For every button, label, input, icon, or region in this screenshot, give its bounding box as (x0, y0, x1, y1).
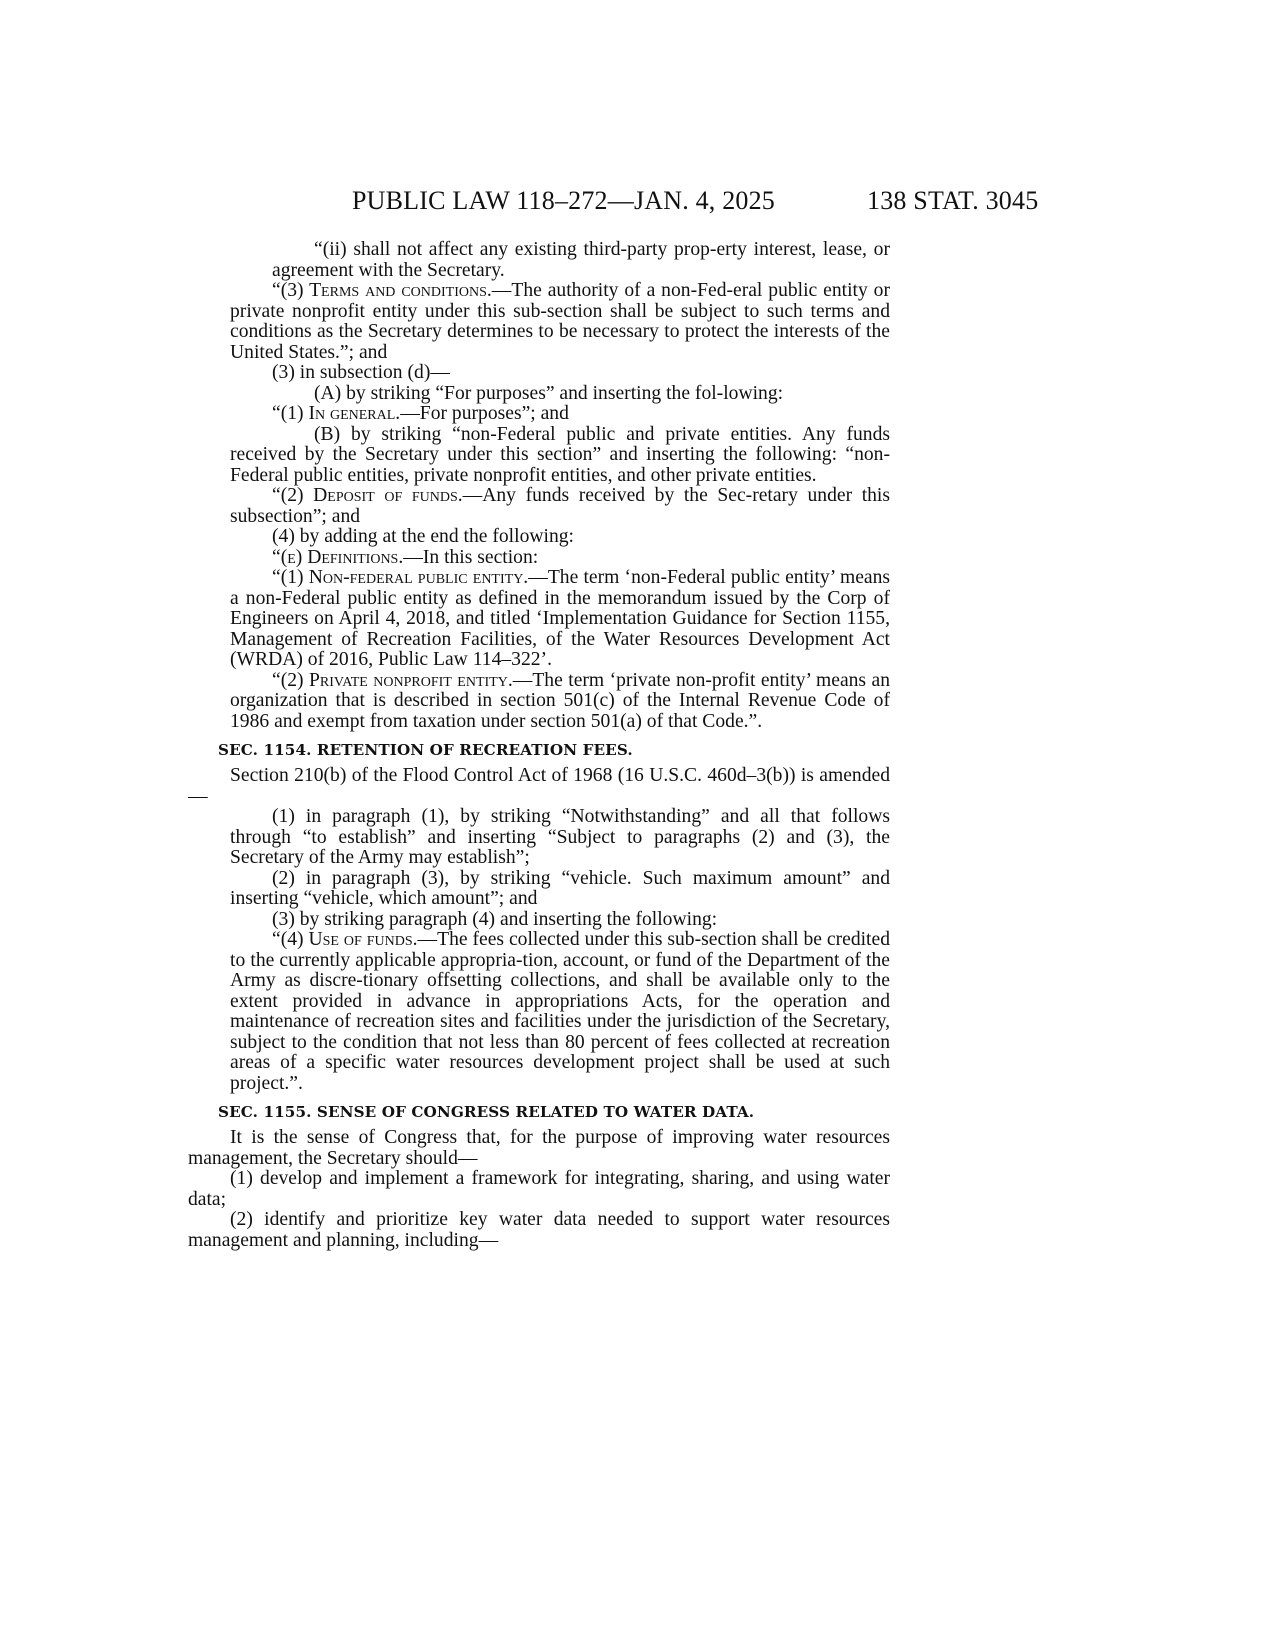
paragraph-2-vehicle-amount (230, 869, 890, 910)
paragraph-3-striking-paragraph-4 (230, 910, 890, 931)
paragraph-sense-of-congress (188, 1128, 890, 1169)
paragraph-3-terms-and-conditions (188, 281, 890, 363)
paragraph-A-striking-for-purposes (188, 384, 890, 405)
paragraph-text: (3) by striking paragraph (4) and inserting the following: (272, 908, 718, 930)
paragraph-text: (2) in paragraph (3), by striking “vehicle. Such maximum amount” and inserting “vehicle, which amount”; and (230, 867, 890, 909)
paragraph-label: “(3) Terms and conditions. (272, 280, 492, 301)
paragraph-text: (2) identify and prioritize key water data needed to support water resources management and planning, including— (188, 1209, 890, 1251)
paragraph-section-210b (188, 766, 890, 807)
paragraph-text: It is the sense of Congress that, for the purpose of improving water resources management, the Secretary should— (188, 1127, 890, 1169)
paragraph-text: (3) in subsection (d)— (272, 362, 450, 383)
paragraph-text: —For purposes”; and (400, 403, 569, 424)
paragraph-label: “(1) Non-federal public entity. (272, 567, 529, 588)
paragraph-B-striking-non-federal (188, 425, 890, 487)
paragraph-label: “(2) Deposit of funds. (272, 485, 463, 506)
paragraph-label: “(2) Private nonprofit entity. (272, 669, 513, 691)
paragraph-label: “(e) Definitions. (272, 546, 404, 568)
paragraph-2-identify-prioritize (188, 1210, 890, 1251)
paragraph-1-in-general (188, 404, 890, 425)
paragraph-text: (B) by striking “non-Federal public and private entities. Any funds received by the Secretary under this section” and inserting the following: “non-Federal public entities, private nonprofit entities, and other private entities. (230, 423, 890, 486)
running-head-title: PUBLIC LAW 118–272—JAN. 4, 2025 (352, 186, 776, 215)
running-head-stat-page: 138 STAT. 3045 (867, 186, 1039, 215)
paragraph-e-definitions (230, 548, 890, 569)
section-heading-1155: SEC. 1155. SENSE OF CONGRESS RELATED TO WATER DATA. (218, 1103, 755, 1121)
paragraph-text: (1) in paragraph (1), by striking “Notwithstanding” and all that follows through “to establish” and inserting “Subject to paragraphs (2) and (3), the Secretary of the Army may establish”; (230, 806, 890, 868)
paragraph-text: —Any funds received by the Sec-retary under this subsection”; and (230, 485, 890, 527)
paragraph-text: (4) by adding at the end the following: (272, 526, 575, 547)
paragraph-label: “(1) In general. (272, 403, 401, 424)
paragraph-3-subsection-d (188, 363, 890, 384)
paragraph-2-deposit-of-funds (188, 486, 890, 527)
document-body (188, 239, 891, 1251)
paragraph-text: —The term ‘private non-profit entity’ means an organization that is described in section 501(c) of the Internal Revenue Code of 1986 and exempt from taxation under section 501(a) of that Code.”. (230, 669, 890, 732)
paragraph-1-develop-framework (188, 1169, 890, 1210)
section-heading-1154: SEC. 1154. RETENTION OF RECREATION FEES. (218, 741, 633, 759)
paragraph-4-use-of-funds (230, 930, 890, 1094)
paragraph-1-notwithstanding (230, 807, 890, 869)
paragraph-4-adding-at-end (188, 527, 890, 548)
paragraph-ii-third-party-property (188, 240, 890, 281)
paragraph-text: “(ii) shall not affect any existing third-party prop-erty interest, lease, or agreement with the Secretary. (272, 239, 890, 281)
paragraph-text: —In this section: (403, 546, 539, 568)
paragraph-label: “(4) Use of funds. (272, 929, 418, 950)
paragraph-text: Section 210(b) of the Flood Control Act of 1968 (16 U.S.C. 460d–3(b)) is amended— (188, 765, 890, 807)
paragraph-text: (A) by striking “For purposes” and inserting the fol-lowing: (314, 382, 784, 404)
paragraph-text: —The term ‘non-Federal public entity’ means a non-Federal public entity as defined in the memorandum issued by the Corp of Engineers on April 4, 2018, and titled ‘Implementation Guidance for Section 1155, Management of Recreation Facilities, of the Water Resources Development Act (WRDA) of 2016, Public Law 114–322’. (230, 567, 891, 670)
paragraph-2-private-nonprofit-entity (188, 671, 890, 733)
paragraph-1-non-federal-public-entity (188, 568, 890, 671)
paragraph-text: —The authority of a non-Fed-eral public entity or private nonprofit entity under this sub-section shall be subject to such terms and conditions as the Secretary determines to be necessary to protect the interests of the United States.”; and (230, 280, 890, 363)
paragraph-text: (1) develop and implement a framework for integrating, sharing, and using water data; (188, 1168, 890, 1210)
paragraph-text: —The fees collected under this sub-section shall be credited to the currently applicable appropria-tion, account, or fund of the Department of the Army as discre-tionary offsetting collections, and shall be available only to the extent provided in advance in appropriations Acts, for the operation and maintenance of recreation sites and facilities under the jurisdiction of the Secretary, subject to the condition that not less than 80 percent of fees collected at recreation areas of a specific water resources development project shall be used at such project.”. (230, 929, 890, 1094)
